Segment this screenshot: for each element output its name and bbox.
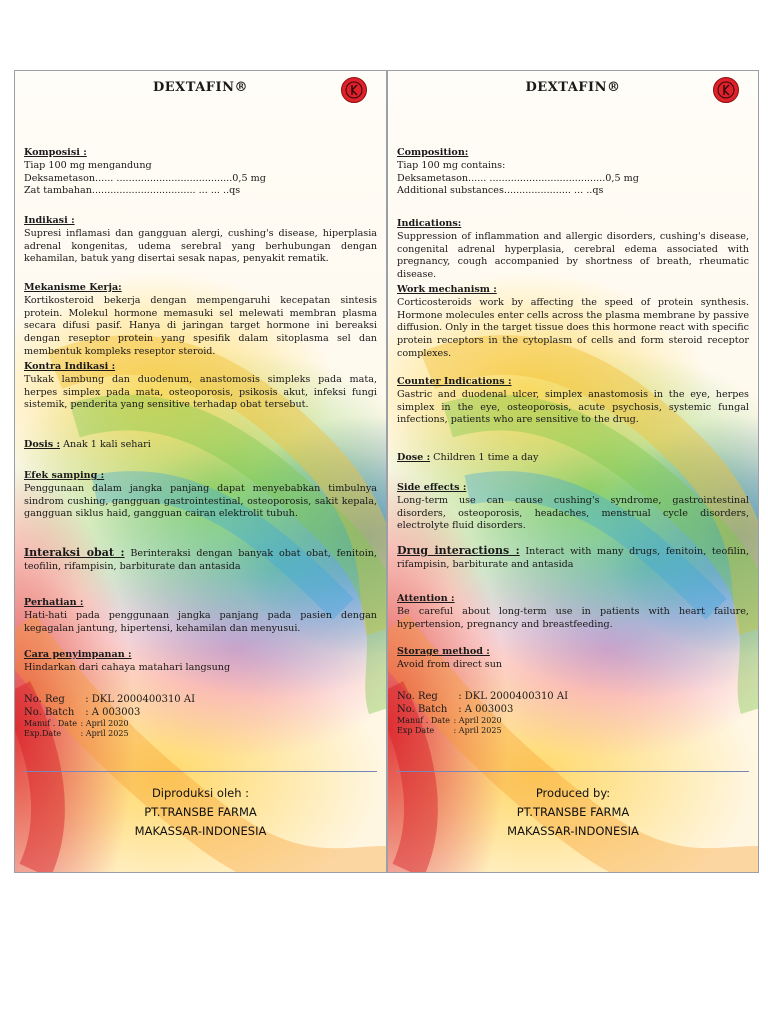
indications-text: Supresi inflamasi dan gangguan alergi, cushing's disease, hiperplasia adrenal kongenitas, udema serebral yang berhubungan dengan kehamilan, batuk yang disertai sesak napas, penyakit rematik.: [24, 227, 377, 265]
side-effects-heading: Efek samping :: [24, 470, 105, 481]
storage-heading: Storage method :: [397, 646, 490, 657]
dose-section: [397, 452, 749, 465]
expiry-date-row: [24, 729, 377, 739]
storage-heading: Cara penyimpanan :: [24, 649, 132, 660]
drug-interactions-heading: Drug interactions :: [397, 544, 520, 557]
storage-text: Avoid from direct sun: [397, 658, 503, 670]
attention-text: Hati-hati pada penggunaan jangka panjang pada pasien dengan kegagalan jantung, hipertensi, kehamilan dan menyusui.: [24, 609, 377, 634]
registration-block: [397, 690, 749, 736]
registration-block: [24, 693, 377, 739]
mechanism-section: [24, 282, 377, 359]
expiry-date-value: : April 2025: [453, 726, 502, 735]
producer-label: Diproduksi oleh :: [151, 786, 250, 800]
reg-number-value: : DKL 2000400310 AI: [458, 691, 569, 702]
manufacture-date-label: Manuf . Date: [397, 716, 450, 725]
composition-heading: Komposisi :: [24, 147, 87, 158]
composition-line: Tiap 100 mg contains:: [397, 159, 506, 171]
expiry-date-value: : April 2025: [80, 729, 129, 738]
batch-number-row: [397, 703, 749, 716]
expiry-date-row: [397, 726, 749, 736]
reg-number-value: : DKL 2000400310 AI: [85, 694, 196, 705]
manufacture-date-row: [397, 716, 749, 726]
attention-text: Be careful about long-term use in patients with heart failure, hypertension, pregnancy and breastfeeding.: [397, 605, 749, 630]
composition-heading: Composition:: [397, 147, 469, 158]
producer-block: [24, 784, 377, 841]
side-effects-section: [397, 482, 749, 533]
contraindications-text: Tukak lambung dan duodenum, anastomosis simpleks pada mata, herpes simplex pada mata, osteoporosis, psikosis akut, infeksi fungi sistemik, penderita yang sensitive terhadap obat tersebut.: [24, 373, 377, 411]
dose-heading: Dose :: [397, 452, 431, 463]
contraindications-heading: Kontra Indikasi :: [24, 361, 116, 372]
storage-section: [24, 649, 377, 675]
attention-section: [24, 597, 377, 635]
composition-section: [397, 147, 749, 198]
composition-line: Zat tambahan.................................. ... ... ..qs: [24, 185, 241, 197]
reg-number-label: No. Reg: [397, 691, 438, 702]
brand-logo-icon: [713, 77, 739, 103]
dose-text: Children 1 time a day: [433, 452, 539, 463]
product-title: DEXTAFIN®: [152, 80, 248, 95]
producer-location: MAKASSAR-INDONESIA: [134, 824, 267, 838]
mechanism-heading: Mekanisme Kerja:: [24, 282, 122, 293]
manufacture-date-row: [24, 719, 377, 729]
counter-indications-heading: Counter Indications :: [397, 376, 512, 387]
indications-text: Suppression of inflammation and allergic disorders, cushing's disease, congenital adrenal hyperplasia, cerebral edema associated with pregnancy, cough accompanied by shortness of breath, rheumatic disease.: [397, 230, 749, 281]
producer-company: PT.TRANSBE FARMA: [516, 805, 630, 819]
reg-number-label: No. Reg: [24, 694, 65, 705]
reg-number-row: [397, 690, 749, 703]
attention-heading: Attention :: [397, 593, 455, 604]
producer-location: MAKASSAR-INDONESIA: [507, 824, 639, 838]
storage-text: Hindarkan dari cahaya matahari langsung: [24, 661, 231, 673]
composition-line: Additional substances...................... ... ..qs: [397, 185, 604, 197]
dose-text: Anak 1 kali sehari: [63, 439, 151, 450]
side-effects-text: Penggunaan dalam jangka panjang dapat menyebabkan timbulnya sindrom cushing, gangguan gastrointestinal, osteoporosis, sakit kepala, gangguan siklus haid, gangguan cairan elektrolit tubuh.: [24, 482, 377, 520]
batch-number-row: [24, 706, 377, 719]
composition-line: Deksametason...... ......................................0,5 mg: [24, 172, 266, 184]
section-divider: [397, 771, 749, 772]
mechanism-text: Kortikosteroid bekerja dengan mempengaruhi kecepatan sintesis protein. Molekul hormone memasuki sel melewati membran plasma secara difusi pasif. Hanya di jaringan target hormone ini bereaksi dengan reseptor protein yang spesifik dalam sitoplasma sel dan membentuk kompleks reseptor steroid.: [24, 294, 377, 357]
producer-block: [397, 784, 749, 841]
brand-logo-icon: [341, 77, 367, 103]
mechanism-section: [397, 284, 749, 361]
interactions-text: Berinteraksi dengan banyak obat obat, fenitoin, teofilin, rifampisin, barbiturate dan antasida: [24, 548, 377, 572]
interactions-heading: Interaksi obat :: [24, 546, 125, 559]
dose-heading: Dosis :: [24, 439, 61, 450]
indications-section: [397, 218, 749, 282]
mechanism-text: Corticosteroids work by affecting the speed of protein synthesis. Hormone molecules enter cells across the plasma membrane by passive diffusion. Only in the target tissue does this hormone react with specific protein receptors in the cytoplasm of cells and form steroid receptor complexes.: [397, 296, 749, 359]
indications-heading: Indikasi :: [24, 215, 75, 226]
producer-company: PT.TRANSBE FARMA: [144, 805, 257, 819]
manufacture-date-label: Manuf . Date: [24, 719, 77, 728]
contraindications-section: [24, 361, 377, 412]
reg-number-row: [24, 693, 377, 706]
producer-label: Produced by:: [535, 786, 611, 800]
product-title: DEXTAFIN®: [525, 80, 621, 95]
drug-interactions-section: [397, 545, 749, 572]
composition-line: Tiap 100 mg mengandung: [24, 159, 152, 171]
indications-section: [24, 215, 377, 266]
side-effects-section: [24, 470, 377, 521]
expiry-date-label: Exp Date: [397, 726, 435, 735]
counter-indications-section: [397, 376, 749, 427]
interactions-section: [24, 547, 377, 574]
side-effects-heading: Side effects :: [397, 482, 467, 493]
drug-interactions-text: Interact with many drugs, fenitoin, teofilin, rifampisin, barbiturate and antasida: [397, 546, 749, 570]
expiry-date-label: Exp.Date: [24, 729, 62, 738]
storage-section: [397, 646, 749, 672]
counter-indications-text: Gastric and duodenal ulcer, simplex anastomosis in the eye, herpes simplex in the eye, osteoporosis, acute psychosis, systemic fungal infections, patients who are sensitive to the drug.: [397, 388, 749, 426]
label-panel-english: [387, 70, 759, 873]
section-divider: [24, 771, 377, 772]
side-effects-text: Long-term use can cause cushing's syndrome, gastrointestinal disorders, osteoporosis, headaches, menstrual cycle disorders, electrolyte fluid disorders.: [397, 494, 749, 532]
attention-heading: Perhatian :: [24, 597, 84, 608]
manufacture-date-value: : April 2020: [453, 716, 502, 725]
composition-line: Deksametason...... ......................................0,5 mg: [397, 172, 639, 184]
manufacture-date-value: : April 2020: [80, 719, 129, 728]
batch-number-value: : A 003003: [85, 707, 141, 718]
mechanism-heading: Work mechanism :: [397, 284, 497, 295]
batch-number-label: No. Batch: [397, 704, 448, 715]
indications-heading: Indications:: [397, 218, 462, 229]
dose-section: [24, 439, 377, 452]
composition-section: [24, 147, 377, 198]
batch-number-label: No. Batch: [24, 707, 75, 718]
label-panel-indonesian: [14, 70, 387, 873]
batch-number-value: : A 003003: [458, 704, 514, 715]
attention-section: [397, 593, 749, 631]
